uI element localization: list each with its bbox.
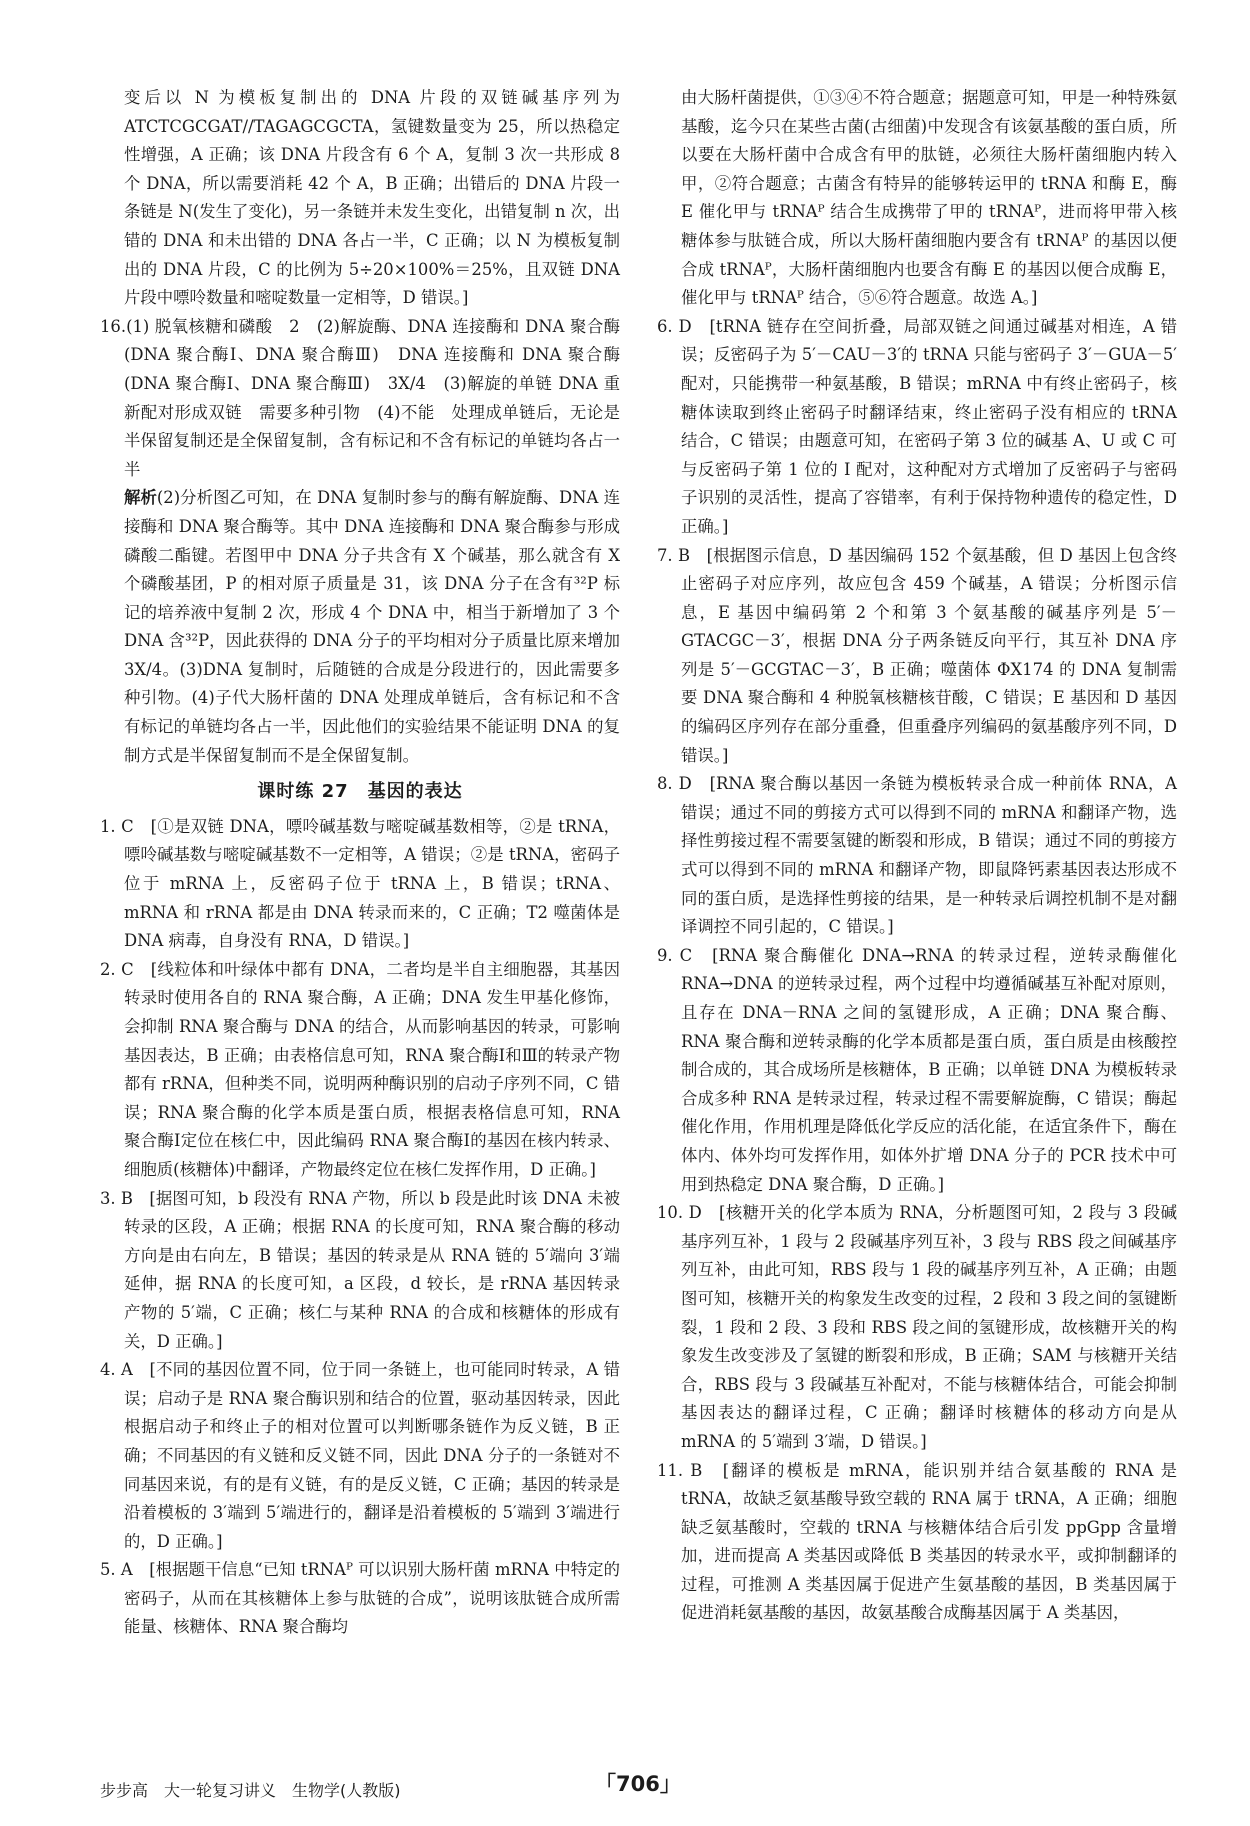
book-title-footer: 步步高 大一轮复习讲义 生物学(人教版) <box>100 1781 401 1800</box>
answer-q8: 8. D [RNA 聚合酶以基因一条链为模板转录合成一种前体 RNA，A 错误；通过不同的剪接方式可以得到不同的 mRNA 和翻译产物，选择性剪接过程不需要氢键的断裂和形成，B 错误；通过不同的剪接方式可以得到不同的 mRNA 和翻译产物，即鼠降钙素基因表达形成不同的蛋白质，是选择性剪接的结果，是一种转录后调控机制不是对翻译调控不同引起的，C 错误。] <box>657 774 1177 937</box>
answer-q4: 4. A [不同的基因位置不同，位于同一条链上，也可能同时转录，A 错误；启动子是 RNA 聚合酶识别和结合的位置，驱动基因转录，因此根据启动子和终止子的相对位置可以判断哪条链作为反义链，B 正确；不同基因的有义链和反义链不同，因此 DNA 分子的一条链对不同基因来说，有的是有义链，有的是反义链，C 正确；基因的转录是沿着模板的 3′端到 5′端进行的，翻译是沿着模板的 5′端到 3′端进行的，D 正确。] <box>100 1360 620 1551</box>
q16-explanation <box>100 484 620 770</box>
section-title: 课时练 27 基因的表达 <box>257 781 463 803</box>
q15-continuation: 变后以 N 为模板复制出的 DNA 片段的双链碱基序列为 ATCTCGCGAT//TAGAGCGCTA，氢键数量变为 25，所以热稳定性增强，A 正确；该 DNA 片段含有 6 个 A，复制 3 次一共形成 8 个 DNA，所以需要消耗 42 个 A，B 正确；出错后的 DNA 片段一条链是 N(发生了变化)，另一条链并未发生变化，出错复制 n 次，出错的 DNA 和未出错的 DNA 各占一半，C 正确；以 N 为模板复制出的 DNA 片段，C 的比例为 5÷20×100%＝25%，且双链 DNA 片段中嘌呤数量和嘧啶数量一定相等，D 错误。] <box>124 88 620 308</box>
q16-explanation-text: (2)分析图乙可知，在 DNA 复制时参与的酶有解旋酶、DNA 连接酶和 DNA 聚合酶等。其中 DNA 连接酶和 DNA 聚合酶参与形成磷酸二酯键。若图甲中 DNA 分子共含有 X 个碱基，那么就含有 X 个磷酸基团，P 的相对原子质量是 31，该 DNA 分子在含有³²P 标记的培养液中复制 2 次，形成 4 个 DNA 中，相当于新增加了 3 个 DNA 含³²P，因此获得的 DNA 分子的平均相对分子质量比原来增加 3X/4。(3)DNA 复制时，后随链的合成是分段进行的，因此需要多种引物。(4)子代大肠杆菌的 DNA 处理成单链后，含有标记和不含有标记的单链均各占一半，因此他们的实验结果不能证明 DNA 的复制方式是半保留复制而不是全保留复制。 <box>124 488 620 765</box>
answer-q11: 11. B [翻译的模板是 mRNA，能识别并结合氨基酸的 RNA 是 tRNA，故缺乏氨基酸导致空载的 RNA 属于 tRNA，A 正确；细胞缺乏氨基酸时，空载的 tRNA 与核糖体结合后引发 ppGpp 含量增加，进而提高 A 类基因或降低 B 类基因的转录水平，或抑制翻译的过程，可推测 A 类基因属于促进产生氨基酸的基因，B 类基因属于促进消耗氨基酸的基因，故氨基酸合成酶基因属于 A 类基因， <box>657 1460 1177 1623</box>
page-number: 「706」 <box>595 1772 681 1796</box>
answer-q3: 3. B [据图可知，b 段没有 RNA 产物，所以 b 段是此时该 DNA 未被转录的区段，A 正确；根据 RNA 的长度可知，RNA 聚合酶的移动方向是由右向左，B 错误；基因的转录是从 RNA 链的 5′端向 3′端延伸，据 RNA 的长度可知，a 区段，d 较长，是 rRNA 基因转录产物的 5′端，C 正确；核仁与某种 RNA 的合成和核糖体的形成有关，D 正确。] <box>100 1188 620 1351</box>
answer-q9: 9. C [RNA 聚合酶催化 DNA→RNA 的转录过程，逆转录酶催化 RNA→DNA 的逆转录过程，两个过程中均遵循碱基互补配对原则，且存在 DNA－RNA 之间的氢键形成，A 正确；DNA 聚合酶、RNA 聚合酶和逆转录酶的化学本质都是蛋白质，蛋白质是由核酸控制合成的，其合成场所是核糖体，B 正确；以单链 DNA 为模板转录合成多种 RNA 是转录过程，转录过程不需要解旋酶，C 错误；酶起催化作用，作用机理是降低化学反应的活化能，在适宜条件下，酶在体内、体外均可发挥作用，如体外扩增 DNA 分子的 PCR 技术中可用到热稳定 DNA 聚合酶，D 正确。] <box>657 945 1177 1194</box>
right-column <box>657 84 1177 1628</box>
answer-q5: 5. A [根据题干信息“已知 tRNAᴾ 可以识别大肠杆菌 mRNA 中特定的密码子，从而在其核糖体上参与肽链的合成”，说明该肽链合成所需能量、核糖体、RNA 聚合酶均 <box>100 1560 620 1637</box>
answer-q10: 10. D [核糖开关的化学本质为 RNA，分析题图可知，2 段与 3 段碱基序列互补，1 段与 2 段碱基序列互补，3 段与 RBS 段之间碱基序列互补，由此可知，RBS 段与 1 段的碱基序列互补，A 正确；由题图可知，核糖开关的构象发生改变的过程，2 段和 3 段之间的氢键断裂，1 段和 2 段、3 段和 RBS 段之间的氢键形成，故核糖开关的构象发生改变涉及了氢键的断裂和形成，B 正确；SAM 与核糖开关结合，RBS 段与 3 段碱基互补配对，不能与核糖体结合，可能会抑制基因表达的翻译过程，C 正确；翻译时核糖体的移动方向是从 mRNA 的 5′端到 3′端，D 错误。] <box>657 1203 1177 1451</box>
q5-continuation: 由大肠杆菌提供，①③④不符合题意；据题意可知，甲是一种特殊氨基酸，迄今只在某些古菌(古细菌)中发现含有该氨基酸的蛋白质，所以要在大肠杆菌中合成含有甲的肽链，必须往大肠杆菌细胞内转入甲，②符合题意；古菌含有特异的能够转运甲的 tRNA 和酶 E，酶 E 催化甲与 tRNAᴾ 结合生成携带了甲的 tRNAᴾ，进而将甲带入核糖体参与肽链合成，所以大肠杆菌细胞内要含有 tRNAᴾ 的基因以便合成 tRNAᴾ，大肠杆菌细胞内也要含有酶 E 的基因以便合成酶 E，催化甲与 tRNAᴾ 结合，⑤⑥符合题意。故选 A。] <box>681 88 1177 308</box>
answer-q7: 7. B [根据图示信息，D 基因编码 152 个氨基酸，但 D 基因上包含终止密码子对应序列，故应包含 459 个碱基，A 错误；分析图示信息，E 基因中编码第 2 个和第 3 个氨基酸的碱基序列是 5′－GTACGC－3′，根据 DNA 分子两条链反向平行，其互补 DNA 序列是 5′－GCGTAC－3′，B 正确；噬菌体 ΦX174 的 DNA 复制需要 DNA 聚合酶和 4 种脱氧核糖核苷酸，C 错误；E 基因和 D 基因的编码区序列存在部分重叠，但重叠序列编码的氨基酸序列不同，D 错误。] <box>657 545 1177 765</box>
left-column <box>100 84 620 1642</box>
explanation-label: 解析 <box>124 488 157 508</box>
answer-q1: 1. C [①是双链 DNA，嘌呤碱基数与嘧啶碱基数相等，②是 tRNA，嘌呤碱基数与嘧啶碱基数不一定相等，A 错误；②是 tRNA，密码子位于 mRNA 上，反密码子位于 tRNA 上，B 错误；tRNA、mRNA 和 rRNA 都是由 DNA 转录而来的，C 正确；T2 噬菌体是 DNA 病毒，自身没有 RNA，D 错误。] <box>100 816 620 951</box>
answer-q6: 6. D [tRNA 链存在空间折叠，局部双链之间通过碱基对相连，A 错误；反密码子为 5′－CAU－3′的 tRNA 只能与密码子 3′－GUA－5′配对，只能携带一种氨基酸，B 错误；mRNA 中有终止密码子，核糖体读取到终止密码子时翻译结束，终止密码子没有相应的 tRNA 结合，C 错误；由题意可知，在密码子第 3 位的碱基 A、U 或 C 可与反密码子第 1 位的 I 配对，这种配对方式增加了反密码子与密码子识别的灵活性，提高了容错率，有利于保持物种遗传的稳定性，D 正确。] <box>657 316 1177 536</box>
q16-answer: 16.(1) 脱氧核糖和磷酸 2 (2)解旋酶、DNA 连接酶和 DNA 聚合酶(DNA 聚合酶Ⅰ、DNA 聚合酶Ⅲ) DNA 连接酶和 DNA 聚合酶(DNA 聚合酶Ⅰ、DNA 聚合酶Ⅲ) 3X/4 (3)解旋的单链 DNA 重新配对形成双链 需要多种引物 (4)不能 处理成单链后，无论是半保留复制还是全保留复制，含有标记和不含有标记的单链均各占一半 <box>100 316 620 479</box>
answer-q2: 2. C [线粒体和叶绿体中都有 DNA，二者均是半自主细胞器，其基因转录时使用各自的 RNA 聚合酶，A 正确；DNA 发生甲基化修饰，会抑制 RNA 聚合酶与 DNA 的结合，从而影响基因的转录，可影响基因表达，B 正确；由表格信息可知，RNA 聚合酶Ⅰ和Ⅲ的转录产物都有 rRNA，但种类不同，说明两种酶识别的启动子序列不同，C 错误；RNA 聚合酶的化学本质是蛋白质，根据表格信息可知，RNA 聚合酶Ⅰ定位在核仁中，因此编码 RNA 聚合酶Ⅰ的基因在核内转录、细胞质(核糖体)中翻译，产物最终定位在核仁发挥作用，D 正确。] <box>100 959 620 1179</box>
